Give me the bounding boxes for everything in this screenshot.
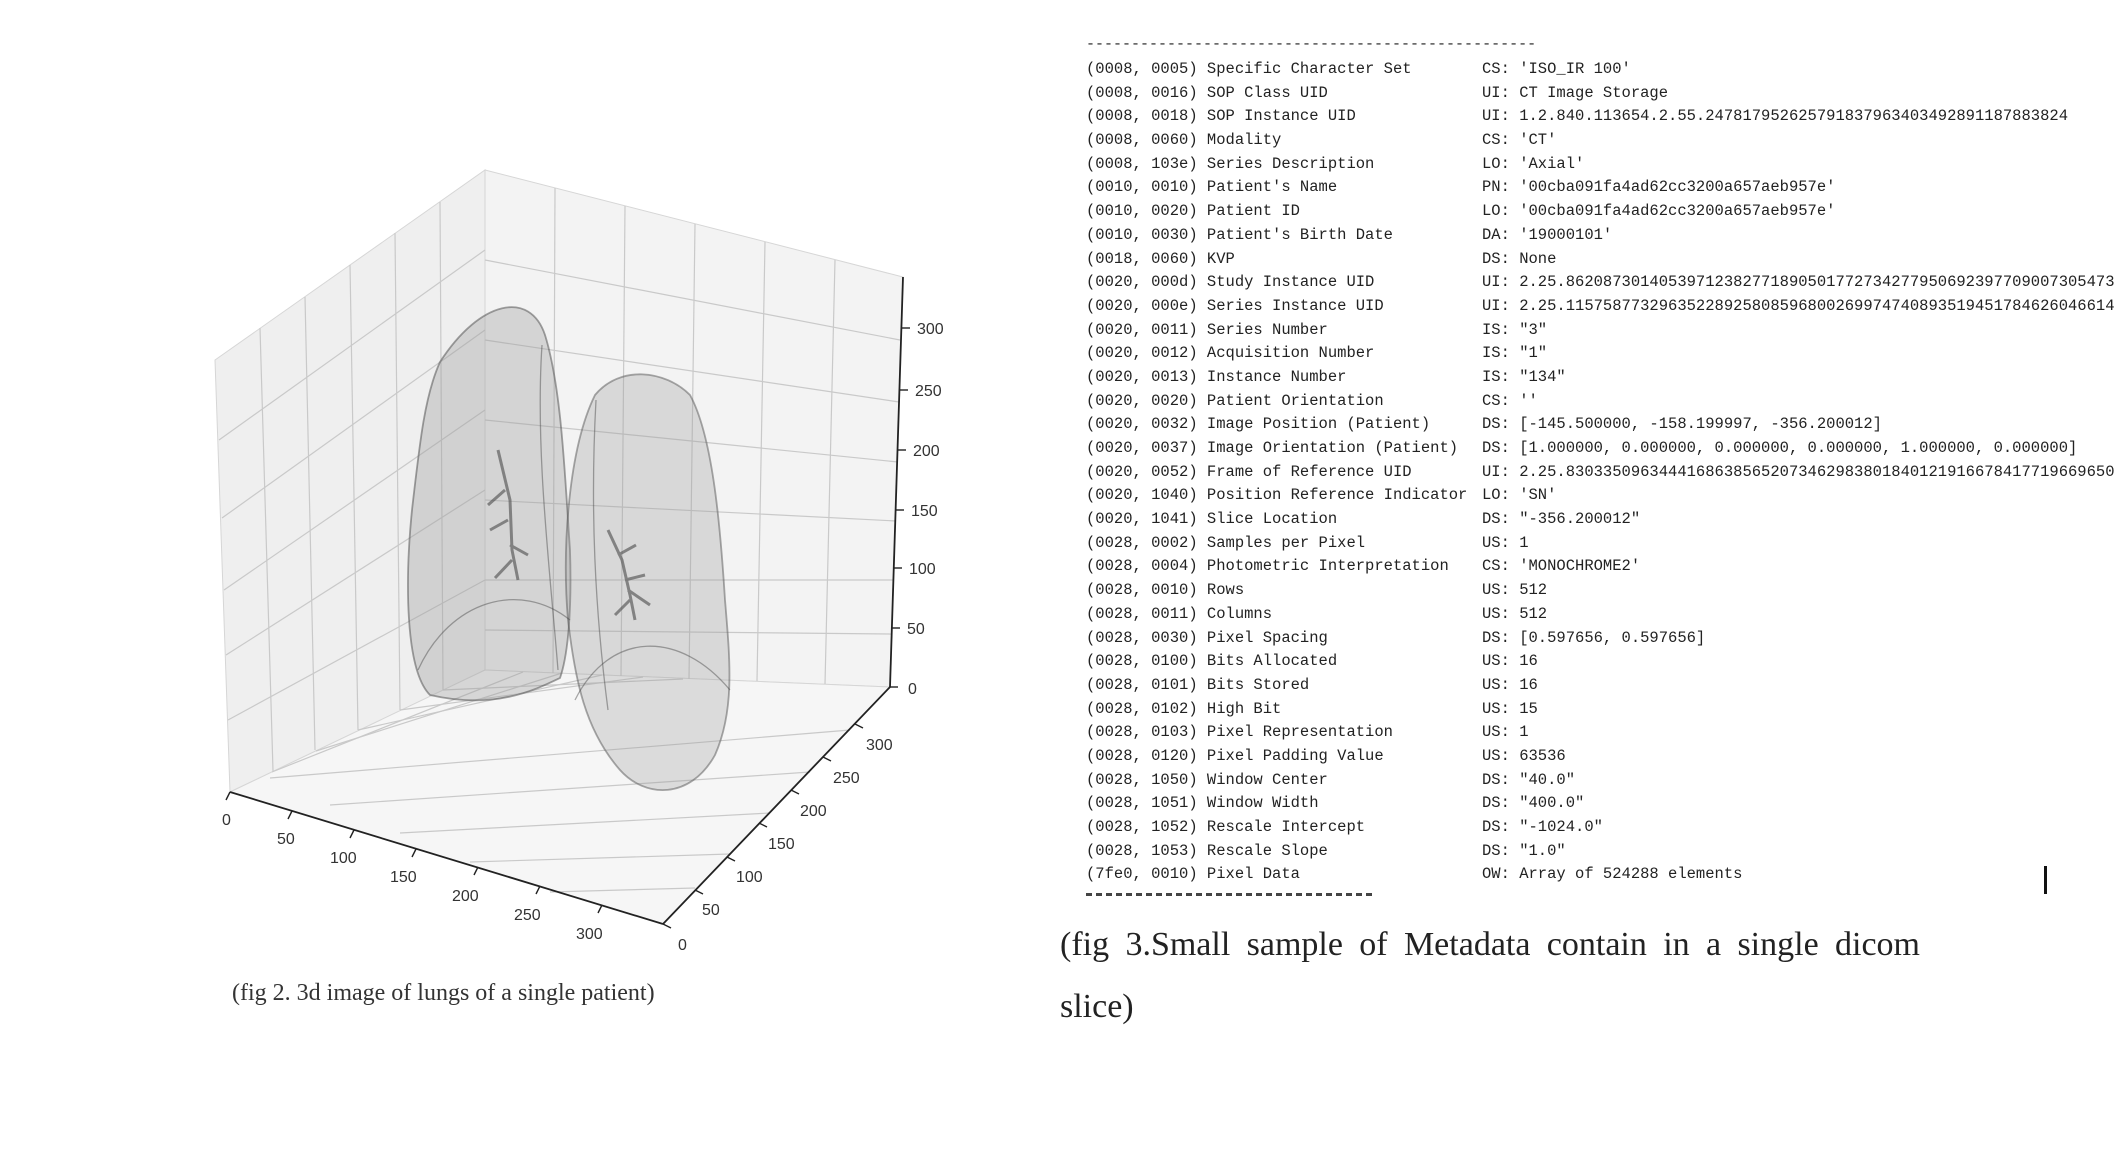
dicom-row [1086,555,2115,579]
dicom-value: UI: 2.25.83033509634441686385652073462983801840121916678417719669650 [1482,462,2115,481]
dicom-tag: (0020, 1040) Position Reference Indicator [1086,486,1468,505]
dicom-tag: (0020, 000d) Study Instance UID [1086,273,1375,292]
text-cursor-mark [2044,866,2047,894]
x-tick-label: 250 [514,907,541,924]
dicom-tag: (0028, 0030) Pixel Spacing [1086,628,1328,647]
dicom-row [1086,58,2115,82]
dicom-value: DS: [0.597656, 0.597656] [1482,628,1706,647]
dicom-tag: (0028, 0101) Bits Stored [1086,675,1310,694]
dicom-tag: (0020, 0011) Series Number [1086,320,1328,339]
y-tick-label: 0 [678,937,687,954]
x-tick-label: 150 [390,869,417,886]
dicom-value: DS: "1.0" [1482,841,1566,860]
dicom-value: UI: CT Image Storage [1482,83,1669,102]
dicom-value: IS: "3" [1482,320,1548,339]
dicom-value: PN: '00cba091fa4ad62cc3200a657aeb957e' [1482,178,1836,197]
dicom-tag: (0018, 0060) KVP [1086,249,1235,268]
dicom-tag: (0020, 1041) Slice Location [1086,510,1338,529]
dicom-row [1086,863,2115,887]
dicom-value: US: 15 [1482,699,1538,718]
x-tick-label: 300 [576,926,603,943]
dicom-value: CS: 'ISO_IR 100' [1482,60,1631,78]
dicom-header-rule: -------------------------------------------------- [1086,36,1537,53]
z-tick-label: 300 [917,321,944,338]
dicom-value: UI: 2.25.86208730140539712382771890501772734277950692397709007305473 [1482,273,2115,292]
dicom-row [1086,532,2115,556]
dicom-row [1086,319,2115,343]
dicom-value: US: 1 [1482,723,1529,742]
dicom-tag: (0010, 0010) Patient's Name [1086,178,1338,197]
x-tick-label: 100 [330,850,357,867]
dicom-tag: (0028, 1051) Window Width [1086,794,1319,813]
dicom-tag: (0020, 0012) Acquisition Number [1086,344,1375,363]
dicom-row [1086,816,2115,840]
dicom-row [1086,840,2115,864]
y-tick-label: 100 [736,869,763,886]
dicom-tag: (0020, 0020) Patient Orientation [1086,391,1384,410]
dicom-tag: (0028, 0100) Bits Allocated [1086,652,1338,671]
y-tick-label: 200 [800,803,827,820]
x-tick-label: 0 [222,812,231,829]
dicom-cut-off-row [1086,892,1376,898]
dicom-row [1086,271,2115,295]
dicom-row [1086,366,2115,390]
dicom-value: DS: [1.000000, 0.000000, 0.000000, 0.000000, 1.000000, 0.000000] [1482,439,2078,457]
dicom-value: IS: "1" [1482,344,1548,363]
dicom-value: US: 1 [1482,533,1529,552]
dicom-row [1086,745,2115,769]
dicom-value: CS: 'MONOCHROME2' [1482,557,1641,576]
dicom-tag: (0008, 0016) SOP Class UID [1086,83,1328,102]
dicom-row [1086,603,2115,627]
dicom-tag: (0028, 1050) Window Center [1086,770,1328,789]
dicom-row [1086,674,2115,698]
dicom-tag: (0010, 0020) Patient ID [1086,202,1300,221]
dicom-row [1086,342,2115,366]
dicom-row [1086,792,2115,816]
dicom-tag: (0028, 0011) Columns [1086,604,1273,623]
lung-3d-plot [190,150,980,954]
dicom-tag: (0028, 0120) Pixel Padding Value [1086,746,1384,765]
dicom-value: DS: None [1482,249,1557,268]
dicom-row [1086,484,2115,508]
dicom-value: UI: 1.2.840.113654.2.55.247817952625791837963403492891187883824 [1482,107,2068,126]
dicom-value: US: 63536 [1482,746,1566,765]
dicom-tag: (0028, 0002) Samples per Pixel [1086,533,1366,552]
dicom-tag: (0020, 0052) Frame of Reference UID [1086,462,1412,481]
dicom-tag: (0028, 1053) Rescale Slope [1086,841,1328,860]
z-tick-label: 0 [908,681,917,698]
dicom-value: US: 512 [1482,604,1548,623]
z-tick-label: 250 [915,383,942,400]
dicom-value: DA: '19000101' [1482,225,1613,244]
dicom-tag: (0020, 000e) Series Instance UID [1086,296,1384,315]
dicom-tag: (0008, 0005) Specific Character Set [1086,60,1412,78]
dicom-row [1086,129,2115,153]
dicom-metadata-table [1086,58,2115,887]
dicom-row [1086,508,2115,532]
dicom-row [1086,176,2115,200]
z-tick-label: 200 [913,443,940,460]
dicom-row [1086,769,2115,793]
dicom-row [1086,579,2115,603]
dicom-row [1086,413,2115,437]
dicom-row [1086,461,2115,485]
dicom-tag: (0020, 0032) Image Position (Patient) [1086,415,1431,434]
dicom-value: DS: "400.0" [1482,794,1585,813]
dicom-row [1086,105,2115,129]
y-tick-label: 250 [833,770,860,787]
dicom-value: CS: 'CT' [1482,131,1557,150]
dicom-tag: (0008, 103e) Series Description [1086,154,1375,173]
dicom-tag: (0010, 0030) Patient's Birth Date [1086,225,1393,244]
z-tick-label: 50 [907,621,925,638]
figure-2-caption: (fig 2. 3d image of lungs of a single patient) [232,980,655,1006]
dicom-tag: (0028, 0010) Rows [1086,581,1245,600]
dicom-value: DS: "-356.200012" [1482,510,1641,529]
dicom-value: US: 512 [1482,581,1548,600]
dicom-tag: (0028, 1052) Rescale Intercept [1086,818,1366,836]
dicom-tag: (0020, 0013) Instance Number [1086,367,1347,386]
dicom-tag: (0028, 0102) High Bit [1086,699,1282,718]
dicom-tag: (0008, 0018) SOP Instance UID [1086,107,1356,126]
dicom-row [1086,224,2115,248]
dicom-row [1086,627,2115,651]
dicom-value: DS: [-145.500000, -158.199997, -356.200012] [1482,415,1882,434]
dicom-value: US: 16 [1482,652,1538,671]
dicom-value: DS: "-1024.0" [1482,818,1603,836]
dicom-row [1086,721,2115,745]
figure-3-caption: (fig 3.Small sample of Metadata contain in a single dicom slice) [1060,926,1920,1025]
dicom-row [1086,82,2115,106]
dicom-value: IS: "134" [1482,367,1566,386]
y-tick-label: 300 [866,737,893,754]
dicom-row [1086,200,2115,224]
x-tick-label: 200 [452,888,479,905]
dicom-value: OW: Array of 524288 elements [1482,865,1743,884]
dicom-row [1086,390,2115,414]
dicom-tag: (0020, 0037) Image Orientation (Patient) [1086,439,1459,457]
dicom-value: CS: '' [1482,391,1538,410]
dicom-row [1086,248,2115,272]
z-tick-label: 150 [911,503,938,520]
dicom-row [1086,650,2115,674]
dicom-tag: (0028, 0004) Photometric Interpretation [1086,557,1449,576]
dicom-value: LO: 'SN' [1482,486,1557,505]
z-tick-label: 100 [909,561,936,578]
dicom-row [1086,698,2115,722]
x-tick-label: 50 [277,831,295,848]
dicom-row [1086,437,2115,461]
dicom-value: UI: 2.25.11575877329635228925808596800269974740893519451784626046614 [1482,296,2115,315]
dicom-value: LO: 'Axial' [1482,154,1585,173]
dicom-tag: (0028, 0103) Pixel Representation [1086,723,1393,742]
dicom-value: US: 16 [1482,675,1538,694]
dicom-value: LO: '00cba091fa4ad62cc3200a657aeb957e' [1482,202,1836,221]
y-tick-label: 50 [702,902,720,919]
dicom-value: DS: "40.0" [1482,770,1576,789]
y-tick-label: 150 [768,836,795,853]
dicom-row [1086,295,2115,319]
dicom-row [1086,153,2115,177]
dicom-tag: (7fe0, 0010) Pixel Data [1086,865,1300,884]
dicom-tag: (0008, 0060) Modality [1086,131,1282,150]
